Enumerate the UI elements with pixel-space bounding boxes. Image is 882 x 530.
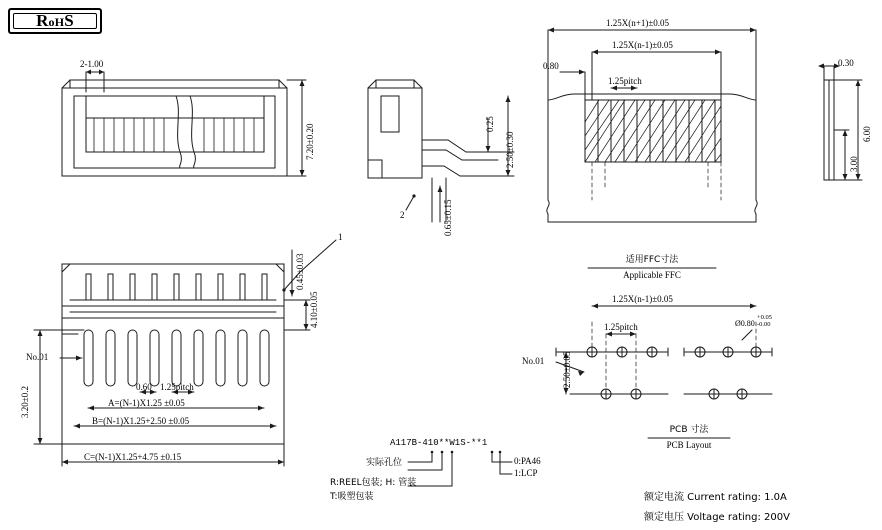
dim-0.25: 0.25 [485,116,495,132]
dim-pcb-inner: 1.25X(n-1)±0.05 [612,294,673,304]
view-top-left [62,70,306,177]
note-packaging: R:REEL包装; H: 管装 [330,478,417,488]
dim-hole-dia: Ø0.80 [735,319,755,328]
pcb-title-cn: PCB 寸法 [669,425,709,435]
dim-0.80: 0.80 [543,61,559,71]
dim-0.60: 0.60 [136,382,152,392]
dim-0.30: 0.30 [838,58,854,68]
view-front [34,240,336,466]
current-rating: 额定电流 Current rating: 1.0A [644,492,787,503]
ffc-title-cn: 适用FFC寸法 [625,255,679,265]
dim-6.00: 6.00 [862,126,872,142]
view-side [368,80,514,222]
note-actual-holes: 实际孔位 [366,458,403,468]
dim-B: B=(N-1)X1.25+2.50 ±0.05 [92,416,190,426]
dim-0.45: 0.45±0.03 [295,253,305,290]
dim-no01-pcb: No.01 [522,356,545,366]
dim-2.50-side: 2.50±0.30 [505,131,515,168]
view-ffc [547,28,757,269]
dim-A: A=(N-1)X1.25 ±0.05 [108,398,185,408]
dim-no01-front: No.01 [26,352,49,362]
note-packaging-2: T:吸塑包装 [330,492,374,502]
dim-pcb-pitch: 1.25pitch [604,322,638,332]
option-pa46: 0:PA46 [514,456,541,466]
dim-hole-tol: +0.05 -0.00 [757,314,773,328]
dim-0.65: 0.65±0.15 [443,199,453,236]
dim-ffc-total: 1.25X(n+1)±0.05 [606,18,670,28]
option-lcp: 1:LCP [514,468,538,478]
callout-2: 2 [400,210,405,220]
dim-front-pitch: 1.25pitch [160,382,194,392]
pcb-title-en: PCB Layout [666,440,712,450]
dim-ffc-inner: 1.25X(n-1)±0.05 [612,40,673,50]
part-number-code: A117B-410**W1S-**1 [390,438,488,448]
dim-2x1.00: 2-1.00 [80,59,104,69]
ffc-title-en: Applicable FFC [623,270,681,280]
dim-3.00: 3.00 [849,156,859,172]
callout-1: 1 [338,232,343,242]
dim-C: C=(N-1)X1.25+4.75 ±0.15 [84,452,182,462]
dim-pcb-2.50: 2.50±0.05 [562,351,572,388]
dim-3.20: 3.20±0.2 [20,386,30,418]
rohs-label: RoHS [36,11,74,30]
dim-7.20: 7.20±0.20 [305,123,315,160]
partcode-leaders [408,451,512,486]
dim-ffc-pitch: 1.25pitch [608,76,642,86]
voltage-rating: 额定电压 Voltage rating: 200V [644,512,790,523]
dim-4.10: 4.10±0.05 [309,291,319,328]
